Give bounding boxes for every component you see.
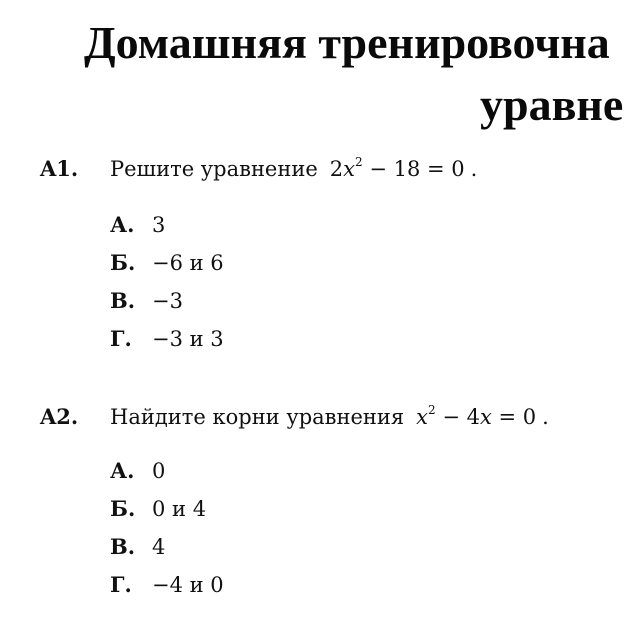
- option-value: −3 и 3: [152, 327, 224, 351]
- answer-option: [110, 206, 224, 244]
- formula-rest: − 18 = 0: [362, 157, 465, 181]
- formula-variable-2: x: [479, 405, 492, 429]
- page-title-line-2: уравне: [480, 79, 624, 130]
- formula-variable: x: [416, 405, 429, 429]
- formula-exponent: 2: [428, 403, 436, 417]
- formula-variable: x: [343, 157, 356, 181]
- option-letter: Б.: [110, 250, 136, 275]
- answer-option: [110, 320, 224, 358]
- formula-end: .: [470, 157, 478, 181]
- formula-end: .: [542, 405, 549, 429]
- question-formula: [330, 156, 478, 180]
- answer-option: [110, 244, 224, 282]
- formula-exponent: 2: [355, 155, 363, 169]
- option-letter: Б.: [110, 496, 136, 521]
- answer-option: [110, 282, 224, 320]
- option-letter: Г.: [110, 572, 132, 597]
- formula-coef: 2: [329, 157, 344, 181]
- answer-option: [110, 566, 224, 604]
- question-text: Решите уравнение: [110, 157, 318, 181]
- option-value: −4 и 0: [152, 573, 224, 597]
- option-letter: Г.: [110, 326, 132, 351]
- question-a2: [40, 404, 549, 428]
- option-letter: А.: [110, 212, 135, 237]
- question-formula: [416, 404, 549, 428]
- option-value: −6 и 6: [152, 251, 224, 275]
- question-text: Найдите корни уравнения: [110, 405, 405, 429]
- question-number: A1.: [40, 156, 79, 181]
- answer-option: [110, 490, 224, 528]
- answer-option: [110, 452, 224, 490]
- formula-rest-2: = 0: [491, 405, 537, 429]
- option-letter: А.: [110, 458, 135, 483]
- page-title-line-1: Домашняя тренировочна: [84, 17, 610, 68]
- answer-list-a1: [110, 206, 224, 358]
- option-value: 3: [152, 213, 166, 237]
- answer-list-a2: [110, 452, 224, 604]
- option-letter: В.: [110, 534, 136, 559]
- option-letter: В.: [110, 288, 136, 313]
- option-value: 4: [152, 535, 166, 559]
- option-value: −3: [152, 289, 183, 313]
- formula-rest: − 4: [435, 405, 480, 429]
- option-value: 0 и 4: [152, 497, 207, 521]
- option-value: 0: [152, 459, 166, 483]
- question-a1: [40, 156, 477, 180]
- answer-option: [110, 528, 224, 566]
- question-number: A2.: [40, 404, 79, 429]
